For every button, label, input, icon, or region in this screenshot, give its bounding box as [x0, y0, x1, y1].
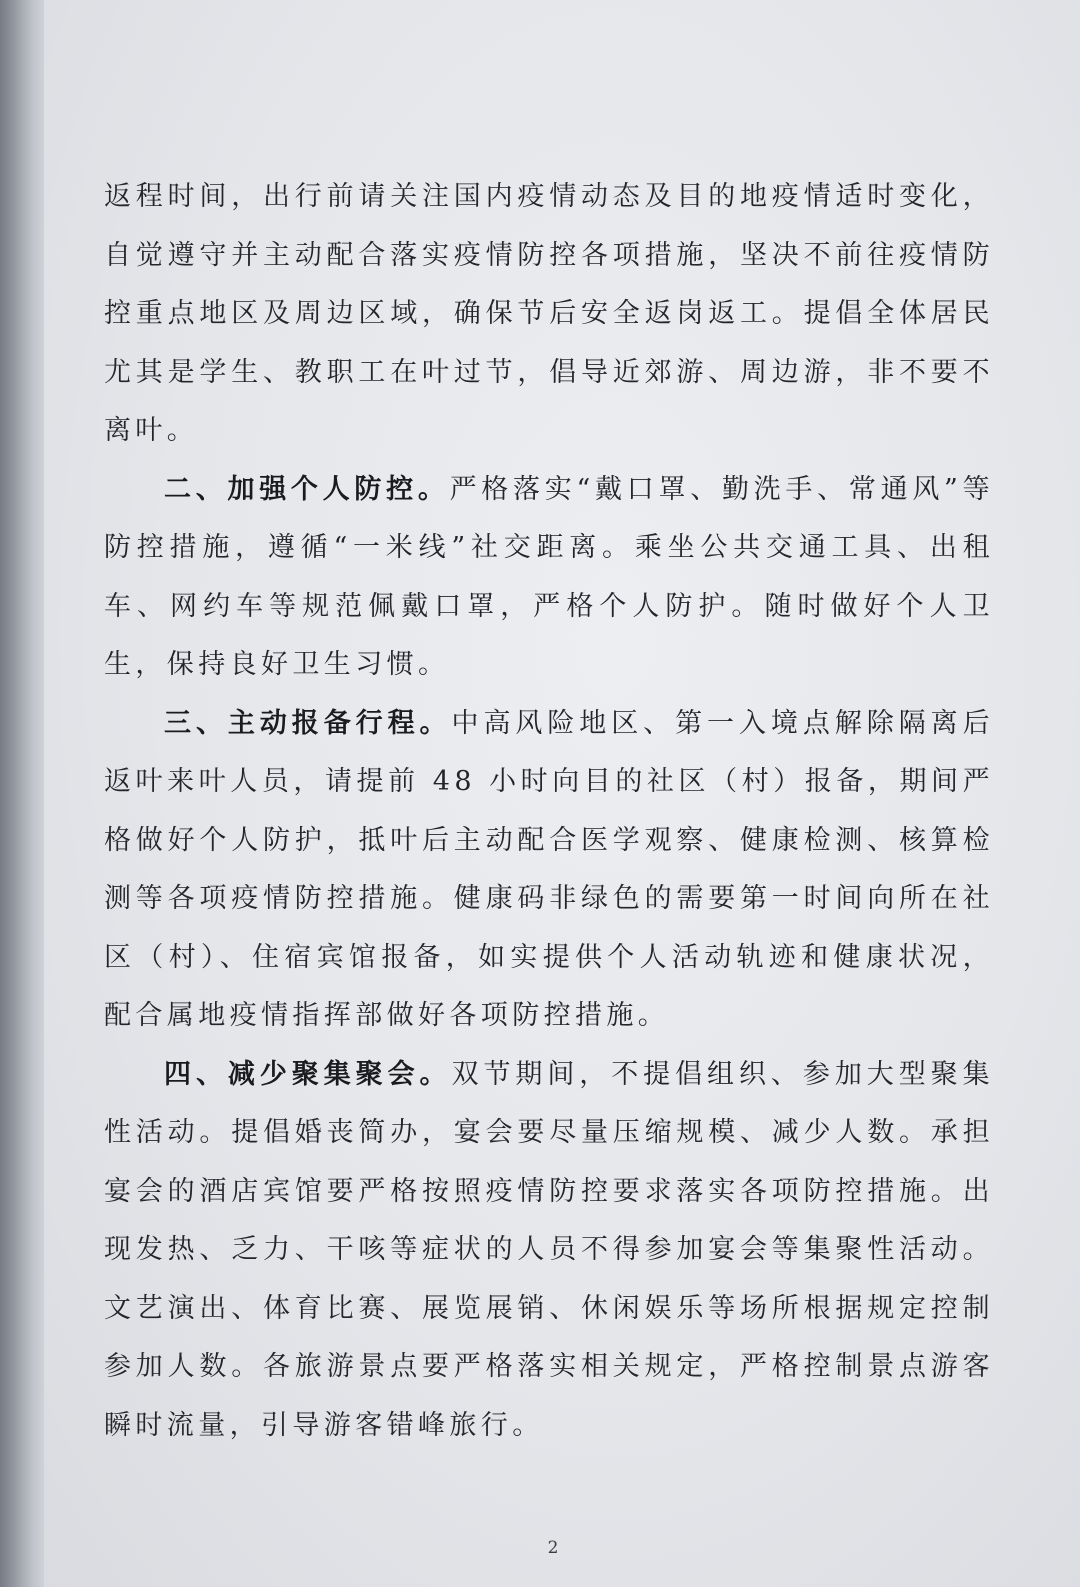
section-heading: 三、主动报备行程。 [164, 707, 452, 739]
section-text: 双节期间，不提倡组织、参加大型聚集性活动。提倡婚丧简办，宴会要尽量压缩规模、减少人数。承担宴会的酒店宾馆要严格按照疫情防控要求落实各项防控措施。出现发热、乏力、干咳等症状的人员不得参加宴会等集聚性活动。文艺演出、体育比赛、展览展销、休闲娱乐等场所根据规定控制参加人数。各旅游景点要严格落实相关规定，严格控制景点游客瞬时流量，引导游客错峰旅行。 [104, 1058, 994, 1441]
section-personal-protection [104, 461, 994, 695]
document-body [104, 168, 994, 1455]
page-number: 2 [547, 1538, 559, 1558]
section-itinerary-report [104, 695, 994, 1046]
paragraph-text: 返程时间，出行前请关注国内疫情动态及目的地疫情适时变化，自觉遵守并主动配合落实疫情防控各项措施，坚决不前往疫情防控重点地区及周边区域，确保节后安全返岗返工。提倡全体居民尤其是学生、教职工在叶过节，倡导近郊游、周边游，非不要不离叶。 [104, 181, 994, 446]
section-heading: 四、减少聚集聚会。 [164, 1058, 452, 1090]
section-text: 中高风险地区、第一入境点解除隔离后返叶来叶人员，请提前 48 小时向目的社区（村）报备，期间严格做好个人防护，抵叶后主动配合医学观察、健康检测、核算检测等各项疫情防控措施。健康码非绿色的需要第一时间向所在社区（村）、住宿宾馆报备，如实提供个人活动轨迹和健康状况，配合属地疫情指挥部做好各项防控措施。 [104, 707, 994, 1031]
section-reduce-gatherings [104, 1046, 994, 1456]
section-text: 严格落实“戴口罩、勤洗手、常通风”等防控措施，遵循“一米线”社交距离。乘坐公共交通工具、出租车、网约车等规范佩戴口罩，严格个人防护。随时做好个人卫生，保持良好卫生习惯。 [104, 473, 994, 680]
section-heading: 二、加强个人防控。 [164, 473, 450, 505]
paragraph-continuation [104, 168, 994, 461]
